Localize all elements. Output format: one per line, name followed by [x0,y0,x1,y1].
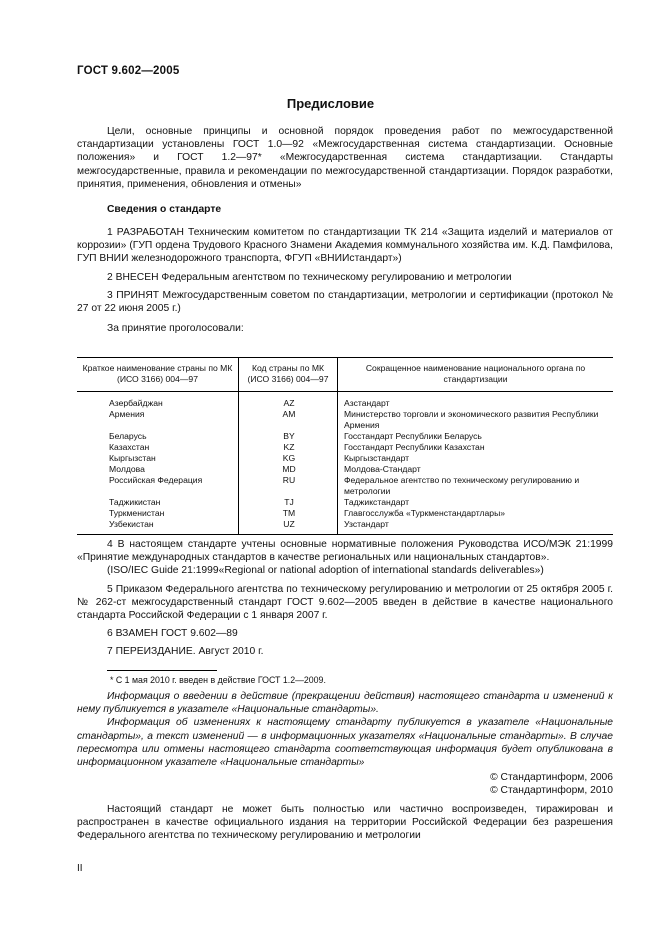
country-cell: Молдова [109,464,145,474]
footnote: * С 1 мая 2010 г. введен в действие ГОСТ 1.2—2009. [110,675,326,685]
item-4: 4 В настоящем стандарте учтены основные нормативные положения Руководства ИСО/МЭК 21:1999 «Принятие международных стандартов в качестве региональных или национальных стандартов». [77,539,613,564]
table-row [77,508,613,519]
copyright-block [490,771,613,797]
country-cell: Казахстан [109,442,150,452]
code-cell: TJ [239,497,338,508]
body-cell: Узстандарт [338,519,614,535]
code-cell: KZ [239,442,338,453]
code-cell: AZ [239,392,338,410]
item-6: 6 ВЗАМЕН ГОСТ 9.602—89 [107,628,238,640]
table-row [77,392,613,410]
table-row [77,475,613,497]
footnote-divider [107,670,217,671]
notice-introduction: Информация о введении в действие (прекращении действия) настоящего стандарта и изменений к нему публикуется в указателе «Национальные стандарты». [77,691,613,716]
table-row [77,431,613,442]
code-cell: AM [239,409,338,431]
item-7: 7 ПЕРЕИЗДАНИЕ. Август 2010 г. [107,646,264,658]
copyright-line: © Стандартинформ, 2006 [490,772,613,783]
intro-block [77,125,613,191]
info-block [77,226,613,335]
country-cell: Кыргызстан [109,453,156,463]
country-cell: Беларусь [109,431,147,441]
body-cell: Молдова-Стандарт [338,464,614,475]
table-header-body: Сокращенное наименование национального органа по стандартизации [338,358,614,392]
item-2: 2 ВНЕСЕН Федеральным агентством по техническому регулированию и метрологии [107,271,512,283]
body-cell: Главгосслужба «Туркменстандартлары» [338,508,614,519]
voting-table [77,357,613,535]
table-header-country: Краткое наименование страны по МК (ИСО 3166) 004—97 [77,358,239,392]
body-cell: Госстандарт Республики Беларусь [338,431,614,442]
page-title: Предисловие [286,96,375,111]
body-cell: Госстандарт Республики Казахстан [338,442,614,453]
code-cell: RU [239,475,338,497]
code-cell: TM [239,508,338,519]
country-cell: Армения [109,409,145,419]
body-cell: Азстандарт [338,392,614,410]
country-cell: Азербайджан [109,398,163,408]
table-header-code: Код страны по МК (ИСО 3166) 004—97 [239,358,338,392]
table-header-row [77,358,613,392]
body-cell: Таджикстандарт [338,497,614,508]
intro-paragraph: Цели, основные принципы и основной порядок проведения работ по межгосударственной стандартизации установлены ГОСТ 1.0—92 «Межгосударственная система стандартизации. Основные положения» и ГОСТ 1.2—97* «Межгосударственная система стандартизации. Стандарты межгосударственные, правила и рекомендации по межгосударственной стандартизации. Порядок разработки, принятия, применения, обновления и отмены» [77,126,613,190]
code-cell: BY [239,431,338,442]
country-cell: Узбекистан [77,519,239,535]
country-cell: Туркменистан [109,508,165,518]
items-after-table [77,538,613,659]
item-3: 3 ПРИНЯТ Межгосударственным советом по стандартизации, метрологии и сертификации (протокол № 27 от 22 июня 2005 г.) [77,289,613,315]
body-cell: Кыргызстандарт [338,453,614,464]
table-row [77,464,613,475]
body-cell: Министерство торговли и экономического развития Республики Армения [338,409,614,431]
rights-notice: Настоящий стандарт не может быть полностью или частично воспроизведен, тиражирован и распространен в качестве официального издания на территории Российской Федерации без разрешения Федерального агентства по техническому регулированию и метрологии [77,804,613,842]
notices-block [77,690,613,769]
code-cell: KG [239,453,338,464]
table-row [77,453,613,464]
info-heading: Сведения о стандарте [107,204,222,215]
body-cell: Федеральное агентство по техническому регулированию и метрологии [338,475,614,497]
document-code-header: ГОСТ 9.602—2005 [77,65,180,77]
table-row [77,442,613,453]
notice-amendments: Информация об изменениях к настоящему стандарту публикуется в указателе «Национальные стандарты», а текст изменений — в информационных указателях «Национальные стандарты». В случае пересмотра или отмены настоящего стандарта соответствующая информация будет опубликована в информационном указателе «Национальные стандарты» [77,717,613,769]
copyright-line: © Стандартинформ, 2010 [490,785,613,797]
table-row [77,497,613,508]
item-4-iso-reference: (ISO/IEC Guide 21:1999«Regional or national adoption of international standards deliverables») [107,565,544,577]
item-1: 1 РАЗРАБОТАН Техническим комитетом по стандартизации ТК 214 «Защита изделий и материалов от коррозии» (ГУП ордена Трудового Красного Знамени Академия коммунального хозяйства им. К.Д. Памфилова, ГУП ВНИИ железнодорожного транспорта, ФГУП «ВНИИстандарт») [77,227,613,265]
code-cell: MD [239,464,338,475]
rights-block [77,803,613,843]
table-row [77,519,613,535]
code-cell: UZ [239,519,338,535]
item-5: 5 Приказом Федерального агентства по техническому регулированию и метрологии от 25 октября 2005 г. № 262-ст межгосударственный стандарт ГОСТ 9.602—2005 введен в действие в качестве национального стандарта Российской Федерации с 1 января 2007 г. [77,583,613,622]
vote-caption: За принятие проголосовали: [107,323,244,335]
country-cell: Российская Федерация [109,475,203,485]
country-cell: Таджикистан [109,497,161,507]
page-number: II [77,863,83,874]
table-row [77,409,613,431]
